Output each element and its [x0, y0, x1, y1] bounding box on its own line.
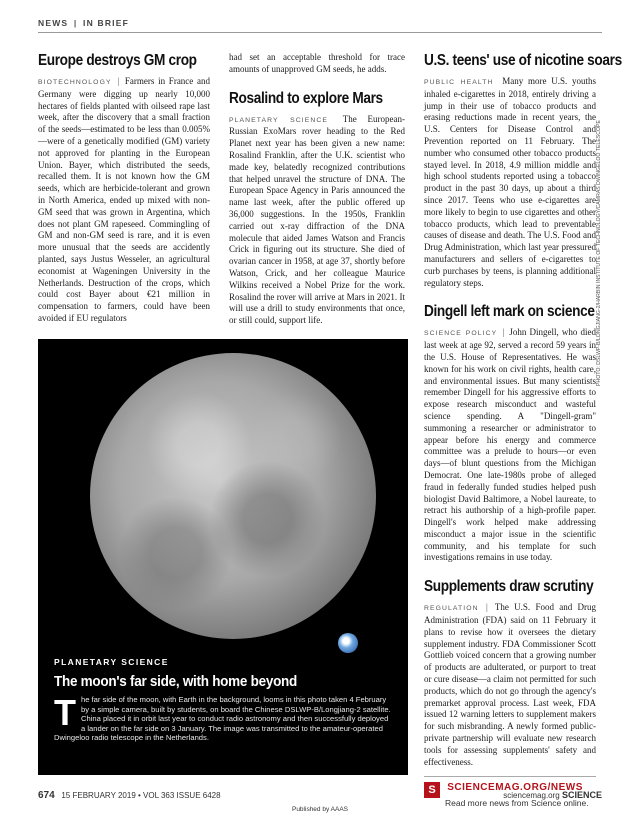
kicker-separator: |: [502, 327, 505, 338]
photo-caption: [54, 692, 394, 743]
header-rule: [38, 32, 602, 33]
photo-title: The moon's far side, with home beyond: [54, 673, 297, 690]
story-body-gm-crop: [38, 76, 210, 325]
photo-caption-text: he far side of the moon, with Earth in the background, looms in this photo taken 4 February by a simple camera, built by students, on board the Chinese DSLWP-B/Longjiang-2 satellite. China placed it in orbit last year to conduct radio astronomy and then successfully deployed a lander on the far side on 3 January. The image was transmitted to the amateur-operated Dwingeloo radio telescope in the Netherlands.: [54, 695, 391, 743]
story-body-nicotine: [424, 76, 596, 289]
header-separator: |: [73, 18, 78, 28]
story-title-gm-crop: Europe destroys GM crop: [38, 52, 197, 69]
story-kicker-rosalind: PLANETARY SCIENCE: [229, 116, 328, 124]
story-kicker-gm-crop: BIOTECHNOLOGY: [38, 79, 112, 86]
subsection-label: IN BRIEF: [83, 18, 129, 28]
story-text-dingell: John Dingell, who died last week at age 92, served a record 59 years in the U.S. House of Representatives. He was known for his work on civil rights, health care, and environmental issues. But many scientists remember Dingell for his aggressive efforts to expose research misconduct and wasteful science spending. A "Dingell-gram" summoning a researcher or administrator to appear before his energy and commerce committee was a prelude to hours—or even days—of blunt questions from the Michigan Democrat. One late-1980s probe of alleged fraud in federally funded studies helped push biologist David Baltimore, a Nobel laureate, to retract his authorship of a high-profile paper. Dingell's work helped make addressing misconduct a major issue in the scientific community, and his template for such investigations remains in use today.: [424, 327, 596, 563]
footer-site: sciencemag.org: [503, 791, 560, 800]
moon-photo-feature: [38, 339, 408, 775]
story-kicker-supplements: REGULATION: [424, 605, 479, 613]
column-2: [229, 52, 405, 327]
story-kicker-nicotine: PUBLIC HEALTH: [424, 79, 494, 86]
promo-tagline: Read more news from Science online.: [445, 798, 589, 809]
photo-credit: PHOTO: DSLWP-B/LONGJIANG-2/HARBIN INSTITUTE OF TECHNOLOGY/CAMRAS DWINGELOO TELESCOPE: [596, 120, 602, 386]
story-title-dingell: Dingell left mark on science: [424, 303, 595, 321]
footer-left: [38, 790, 221, 801]
story-title-nicotine: U.S. teens' use of nicotine soars: [424, 52, 622, 69]
story-supplements: [424, 578, 596, 768]
story-body-dingell: [424, 327, 596, 564]
issue-date: 15 FEBRUARY 2019 • VOL 363 ISSUE 6428: [61, 791, 221, 800]
story-body-supplements: [424, 602, 596, 768]
kicker-separator: |: [485, 602, 488, 613]
section-label: NEWS: [38, 18, 69, 28]
photo-dropcap: T: [54, 692, 76, 733]
footer-right: [503, 790, 602, 800]
story-text-nicotine: Many more U.S. youths inhaled e-cigarettes in 2018, entirely driving a jump in their use of tobacco products and erasing reductions made in recent years, the U.S. Centers for Disease Control and Prevention reported on 11 February. The number who consumed other tobacco products stayed level. In 2018, 4.9 million middle and high school students reported using a tobacco product in the past 30 days, up about a third since 2017. Teens who use e-cigarettes are more likely to begin to use cigarettes and other tobacco products, which lead to preventable causes of disease and death. The U.S. Food and Drug Administration, which last year pressured manufacturers and sellers of e-cigarettes to curb purchases by teens, is planning additional regulatory steps.: [424, 76, 597, 288]
photo-kicker: PLANETARY SCIENCE: [54, 657, 169, 667]
earth-image: [338, 633, 358, 653]
page-number: 674: [38, 790, 55, 801]
sciencemag-news-link[interactable]: SCIENCEMAG.ORG/NEWS: [447, 782, 583, 794]
story-body-rosalind: [229, 114, 405, 327]
column-1: [38, 52, 210, 325]
story-title-supplements: Supplements draw scrutiny: [424, 578, 594, 596]
story-text-gm-crop: Farmers in France and Germany were digging up nearly 10,000 hectares of fields planted with oilseed rape last week, after the discovery that a small fraction of the seeds—estimated to be less than 0.005%—were of a genetically modified (GM) variety not approved for planting in the European Union. Bayer, which distributed the seeds, recalled them. It is not known how the GM seeds, which are herbicide-tolerant and grown in North America, ended up mixed with non-GM seed that was grown in Argentina, which does not plant GM rapeseed. Commingling of GM and non-GM seed is rare, and it is even more unusual that the seeds are accidently planted, says Justus Wesseler, an agricultural economist at Wageningen University in the Netherlands. Destruction of the crops, which could cost Bayer about €21 million in compensation to farmers, could have been avoided if EU regulators: [38, 76, 211, 323]
section-header: [38, 18, 129, 28]
story-kicker-dingell: SCIENCE POLICY: [424, 330, 498, 338]
science-logo-icon: S: [424, 782, 440, 798]
published-by: Published by AAAS: [291, 806, 348, 813]
story-dingell: [424, 303, 596, 564]
footer-journal: SCIENCE: [561, 790, 602, 800]
story-text-supplements: The U.S. Food and Drug Administration (FDA) said on 11 February it plans to revise how it oversees the dietary supplement industry. FDA Commissioner Scott Gottlieb voiced concern that a growing number of products are adulterated, or purport to treat or cure disease—a claim not permitted for such products, which do not go through the agency's premarket approval process. Last week, FDA issued 12 warning letters to supplement makers for such misbranding. A newly formed public-private partnership will evaluate new research tools for assessing supplements' safety and effectiveness.: [424, 602, 597, 767]
story-text-rosalind: The European-Russian ExoMars rover heading to the Red Planet next year has been given a new name: Rosalind Franklin, after the U.K. scientist who made key, belatedly recognized contributions that helped unravel the structure of DNA. The European Space Agency in Paris announced the name last week, after the public offered up 36,000 suggestions. In the 1950s, Franklin carried out x-ray diffraction of the DNA molecule that aided James Watson and Francis Crick in figuring out its structure. She died of ovarian cancer in 1958, at age 37, shortly before Watson, Crick, and her colleague Maurice Wilkins received a Nobel Prize for the work. Rosalind the rover will arrive at Mars in 2021. It will use a drill to study environments that once, or still could, support life.: [229, 113, 405, 326]
kicker-separator: |: [117, 76, 120, 86]
moon-image: [90, 353, 376, 639]
story-title-rosalind: Rosalind to explore Mars: [229, 89, 383, 107]
story-continued-gm-crop: had set an acceptable threshold for trace amounts of unapproved GM seeds, he adds.: [229, 52, 405, 74]
